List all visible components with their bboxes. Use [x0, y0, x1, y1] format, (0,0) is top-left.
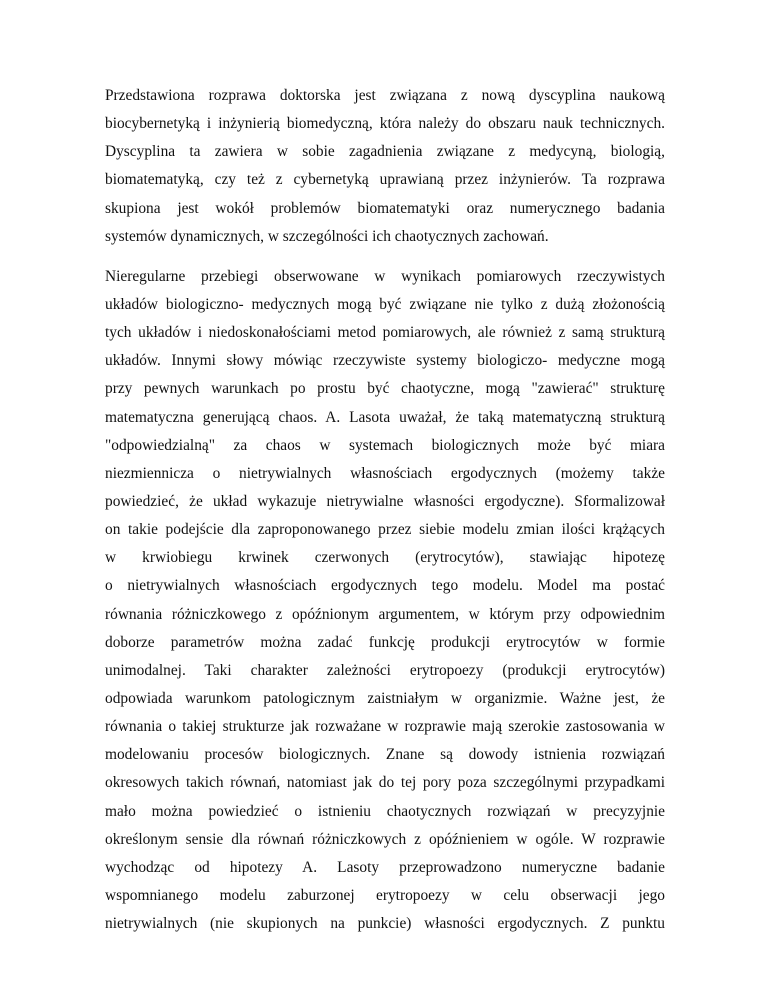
- text-line: określonym sensie dla równań różniczkowych z opóźnieniem w ogóle. W rozprawie: [105, 830, 665, 848]
- text-line: nietrywialnych (nie skupionych na punkcie) własności ergodycznych. Z punktu: [105, 915, 665, 933]
- text-line: biomatematyką, czy też z cybernetyką uprawianą przez inżynierów. Ta rozprawa: [105, 171, 665, 189]
- text-line: wspomnianego modelu zaburzonej erytropoezy w celu obserwacji jego: [105, 886, 665, 904]
- text-line: układów. Innymi słowy mówiąc rzeczywiste systemy biologiczo- medyczne mogą: [105, 352, 665, 370]
- text-line: w krwiobiegu krwinek czerwonych (erytrocytów), stawiając hipotezę: [105, 549, 665, 567]
- text-line: Nieregularne przebiegi obserwowane w wynikach pomiarowych rzeczywistych: [105, 267, 665, 285]
- text-line: o nietrywialnych własnościach ergodycznych tego modelu. Model ma postać: [105, 577, 665, 595]
- text-line: modelowaniu procesów biologicznych. Znane są dowody istnienia rozwiązań: [105, 746, 665, 764]
- text-line: unimodalnej. Taki charakter zależności erytropoezy (produkcji erytrocytów): [105, 661, 665, 679]
- text-line: mało można powiedzieć o istnieniu chaotycznych rozwiązań w precyzyjnie: [105, 802, 665, 820]
- text-line: odpowiada warunkom patologicznym zaistniałym w organizmie. Ważne jest, że: [105, 689, 665, 707]
- text-line: równania różniczkowego z opóźnionym argumentem, w którym przy odpowiednim: [105, 605, 665, 623]
- text-line: biocybernetyką i inżynierią biomedyczną, która należy do obszaru nauk technicznych.: [105, 115, 665, 133]
- paragraph-intro: [105, 82, 665, 251]
- text-line: Przedstawiona rozprawa doktorska jest związana z nową dyscyplina naukową: [105, 87, 665, 104]
- text-line: "odpowiedzialną" za chaos w systemach biologicznych może być miara: [105, 436, 665, 454]
- text-line: niezmiennicza o nietrywialnych własnościach ergodycznych (możemy także: [105, 464, 665, 482]
- text-line: Dyscyplina ta zawiera w sobie zagadnienia związane z medycyną, biologią,: [105, 143, 665, 161]
- text-line: on takie podejście dla zaproponowanego przez siebie modelu zmian ilości krążących: [105, 521, 665, 539]
- text-line: systemów dynamicznych, w szczególności ich chaotycznych zachowań.: [105, 227, 549, 245]
- text-line: powiedzieć, że układ wykazuje nietrywialne własności ergodyczne). Sformalizował: [105, 492, 665, 510]
- text-line: tych układów i niedoskonałościami metod pomiarowych, ale również z samą strukturą: [105, 324, 665, 342]
- text-line: równania o takiej strukturze jak rozważane w rozprawie mają szerokie zastosowania w: [105, 718, 665, 736]
- text-line: doborze parametrów można zadać funkcję produkcji erytrocytów w formie: [105, 633, 665, 651]
- text-line: matematyczna generującą chaos. A. Lasota uważał, że taką matematyczną strukturą: [105, 408, 665, 426]
- text-line: skupiona jest wokół problemów biomatematyki oraz numerycznego badania: [105, 199, 665, 217]
- document-page: [105, 82, 665, 950]
- text-line: okresowych takich równań, natomiast jak do tej pory poza szczególnymi przypadkami: [105, 774, 665, 792]
- text-line: układów biologiczno- medycznych mogą być związane nie tylko z dużą złożonością: [105, 295, 665, 313]
- text-line: wychodząc od hipotezy A. Lasoty przeprowadzono numeryczne badanie: [105, 858, 665, 876]
- paragraph-body: [105, 263, 665, 938]
- text-line: przy pewnych warunkach po prostu być chaotyczne, mogą "zawierać" strukturę: [105, 380, 665, 398]
